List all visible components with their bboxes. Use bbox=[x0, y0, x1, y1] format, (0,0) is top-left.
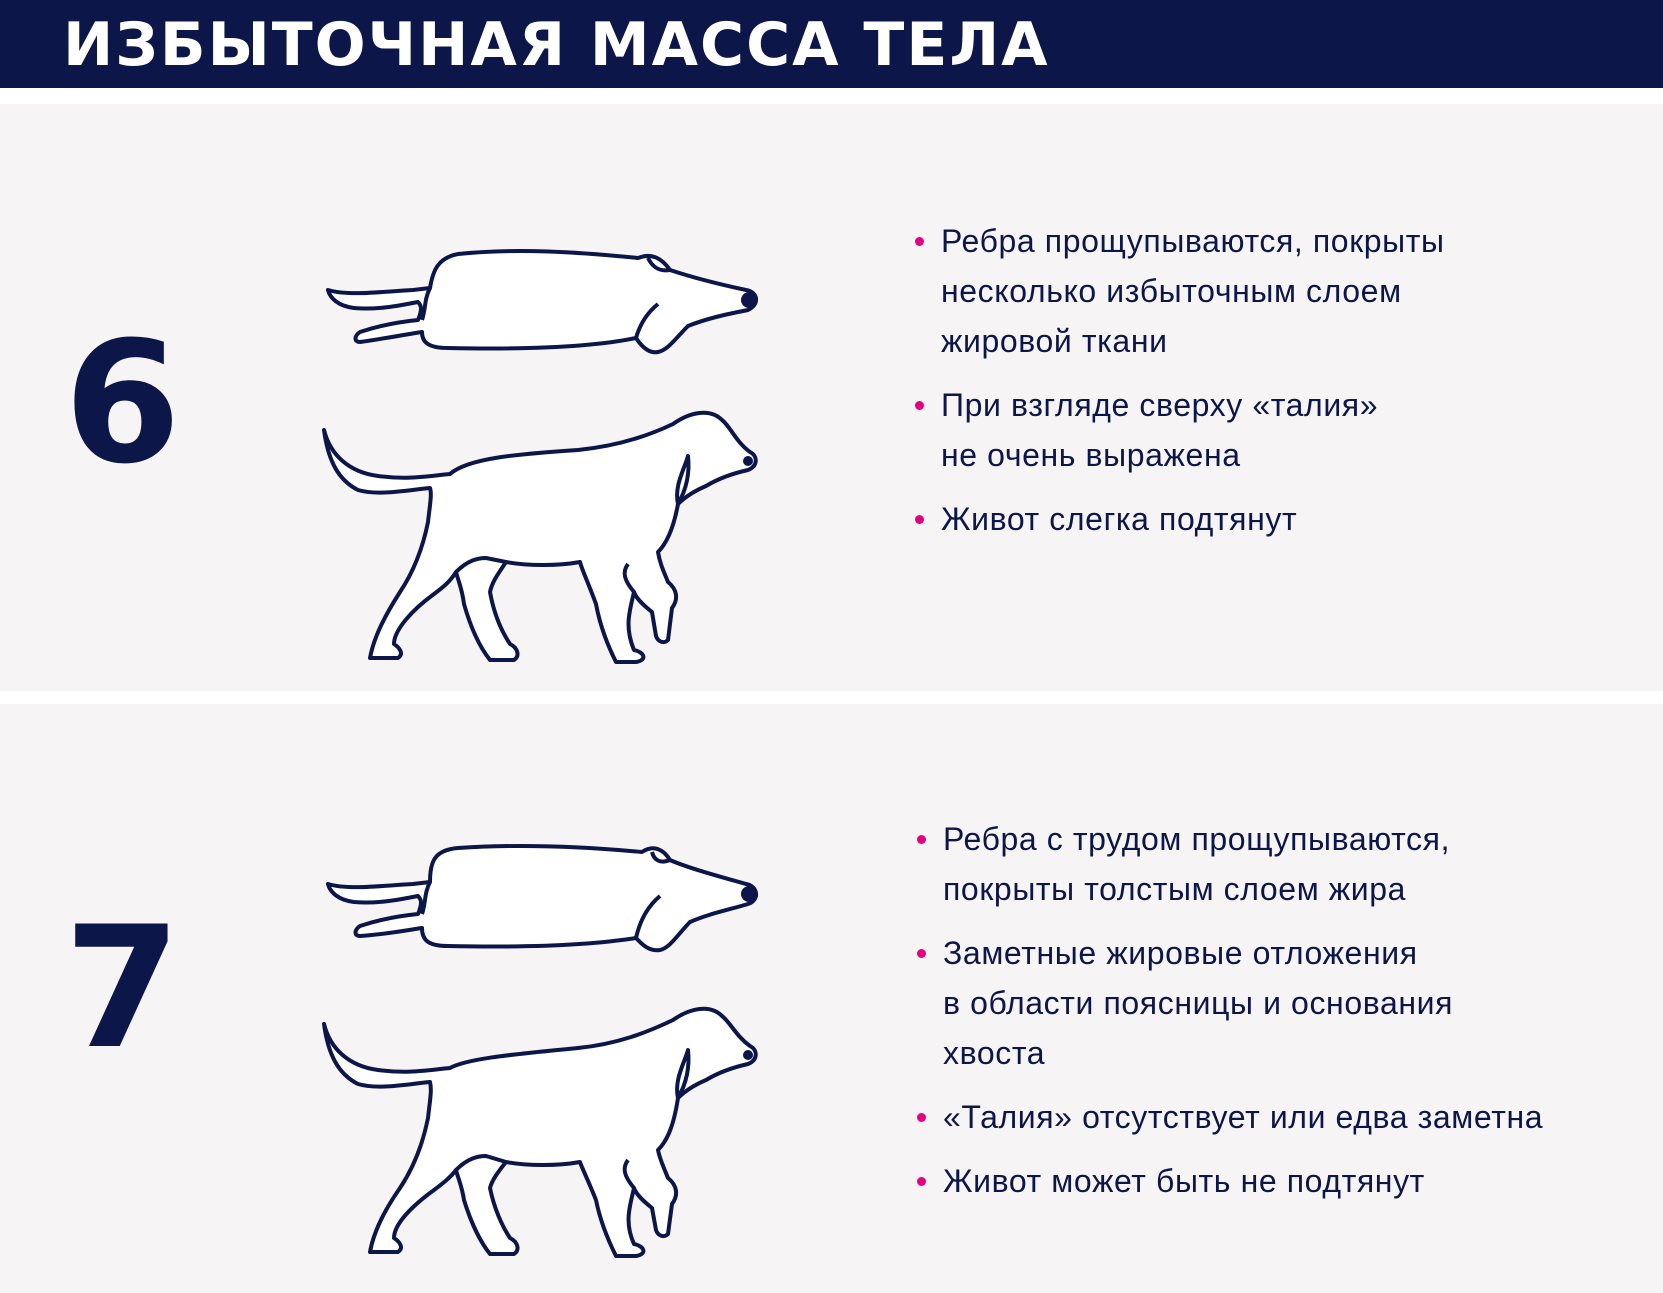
dog-side-view-icon bbox=[324, 1009, 756, 1256]
list-item bbox=[915, 216, 1445, 366]
page-title: ИЗБЫТОЧНАЯ МАССА ТЕЛА bbox=[63, 10, 1050, 80]
bullet-icon bbox=[915, 237, 924, 246]
list-item-text: Заметные жировые отложения в области поясницы и основания хвоста bbox=[943, 935, 1454, 1071]
score-number: 7 bbox=[64, 890, 181, 1086]
dog-illustrations bbox=[318, 174, 798, 674]
list-item-text: При взгляде сверху «талия» не очень выражена bbox=[941, 387, 1379, 473]
criteria-list bbox=[917, 814, 1543, 1220]
bullet-icon bbox=[915, 515, 924, 524]
list-item-text: «Талия» отсутствует или едва заметна bbox=[943, 1099, 1544, 1135]
bullet-icon bbox=[917, 1113, 926, 1122]
score-number: 6 bbox=[64, 305, 181, 501]
list-item-text: Ребра прощупываются, покрыты несколько избыточным слоем жировой ткани bbox=[941, 223, 1445, 359]
section-score-7 bbox=[0, 704, 1663, 1293]
list-item bbox=[917, 1156, 1543, 1206]
list-item-text: Живот слегка подтянут bbox=[941, 501, 1298, 537]
list-item-text: Ребра с трудом прощупываются, покрыты толстым слоем жира bbox=[943, 821, 1451, 907]
list-item bbox=[915, 494, 1445, 544]
header-bar bbox=[0, 0, 1663, 88]
bullet-icon bbox=[917, 1177, 926, 1186]
dog-top-view-icon bbox=[328, 846, 757, 950]
bullet-icon bbox=[917, 949, 926, 958]
list-item-text: Живот может быть не подтянут bbox=[943, 1163, 1425, 1199]
list-item bbox=[917, 1092, 1543, 1142]
dog-side-view-icon bbox=[324, 413, 756, 662]
dog-top-view-icon bbox=[328, 251, 757, 352]
dog-illustrations bbox=[318, 768, 798, 1268]
list-item bbox=[917, 928, 1543, 1078]
bullet-icon bbox=[915, 401, 924, 410]
list-item bbox=[915, 380, 1445, 480]
bullet-icon bbox=[917, 835, 926, 844]
list-item bbox=[917, 814, 1543, 914]
criteria-list bbox=[915, 216, 1445, 558]
section-score-6 bbox=[0, 104, 1663, 691]
